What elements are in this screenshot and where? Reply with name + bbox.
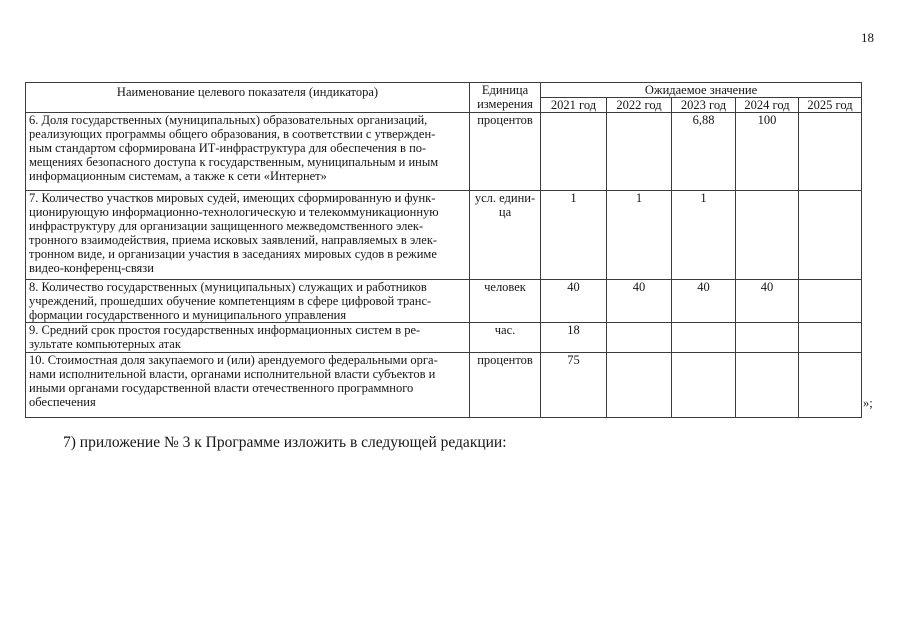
value-cell-2021: 75 — [541, 353, 607, 418]
value-cell-2021 — [541, 113, 607, 191]
value-cell-2022 — [607, 113, 672, 191]
unit-cell: процентов — [470, 113, 541, 191]
value-cell-2023: 6,88 — [672, 113, 736, 191]
value-cell-2024 — [736, 353, 799, 418]
unit-cell: человек — [470, 280, 541, 323]
value-cell-2025 — [799, 353, 862, 418]
value-cell-2025 — [799, 280, 862, 323]
indicator-name-cell: 10. Стоимостная доля закупаемого и (или) арендуемого федеральными орга- нами исполнительной власти, органами исполнительной власти субъектов и иными органами государственной власти отечественного программного обеспечения — [26, 353, 470, 418]
indicator-name-cell: 6. Доля государственных (муниципальных) образовательных организаций, реализующих программы общего образования, в соответствии с утвержден- ным стандартом сформирована ИТ-инфраструктура для обеспечения в по- мещениях безопасного доступа к государственным, муниципальным и иным информационным системам, а также к сети «Интернет» — [26, 113, 470, 191]
value-cell-2025 — [799, 191, 862, 280]
value-cell-2023 — [672, 353, 736, 418]
indicator-name-cell: 7. Количество участков мировых судей, имеющих сформированную и функ- ционирующую информационно-технологическую и телекоммуникационную инфраструктуру для организации защищенного межведомственного элек- тронного взаимодействия, приема исковых заявлений, направляемых в элек- тронном виде, и организации участия в заседаниях мировых судов в режиме видео-конференц-связи — [26, 191, 470, 280]
value-cell-2024 — [736, 191, 799, 280]
value-cell-2023: 40 — [672, 280, 736, 323]
header-year-2024: 2024 год — [736, 98, 799, 113]
header-row — [26, 83, 862, 98]
header-year-2023: 2023 год — [672, 98, 736, 113]
value-cell-2025 — [799, 323, 862, 353]
value-cell-2025 — [799, 113, 862, 191]
value-cell-2023: 1 — [672, 191, 736, 280]
indicator-name-cell: 8. Количество государственных (муниципальных) служащих и работников учреждений, прошедших обучение компетенциям в сфере цифровой транс- формации государственного и муниципального управления — [26, 280, 470, 323]
table-row — [26, 280, 862, 323]
unit-cell: час. — [470, 323, 541, 353]
table-row — [26, 191, 862, 280]
header-year-2021: 2021 год — [541, 98, 607, 113]
value-cell-2024: 100 — [736, 113, 799, 191]
indicator-name-cell: 9. Средний срок простоя государственных информационных систем в ре- зультате компьютерных атак — [26, 323, 470, 353]
indicators-table — [25, 82, 862, 418]
unit-cell: процентов — [470, 353, 541, 418]
value-cell-2024: 40 — [736, 280, 799, 323]
table-row — [26, 353, 862, 418]
table-row — [26, 323, 862, 353]
unit-cell: усл. едини- ца — [470, 191, 541, 280]
closing-quote-mark: »; — [863, 396, 873, 410]
page-number: 18 — [861, 30, 874, 45]
table-row — [26, 113, 862, 191]
value-cell-2022 — [607, 353, 672, 418]
header-year-2025: 2025 год — [799, 98, 862, 113]
value-cell-2022: 1 — [607, 191, 672, 280]
value-cell-2021: 40 — [541, 280, 607, 323]
value-cell-2023 — [672, 323, 736, 353]
header-expected-value: Ожидаемое значение — [541, 83, 862, 98]
value-cell-2021: 18 — [541, 323, 607, 353]
value-cell-2022: 40 — [607, 280, 672, 323]
header-unit: Единица измерения — [470, 83, 541, 113]
value-cell-2022 — [607, 323, 672, 353]
value-cell-2021: 1 — [541, 191, 607, 280]
value-cell-2024 — [736, 323, 799, 353]
instruction-paragraph: 7) приложение № 3 к Программе изложить в следующей редакции: — [63, 434, 507, 451]
header-year-2022: 2022 год — [607, 98, 672, 113]
header-indicator-name: Наименование целевого показателя (индикатора) — [26, 83, 470, 113]
